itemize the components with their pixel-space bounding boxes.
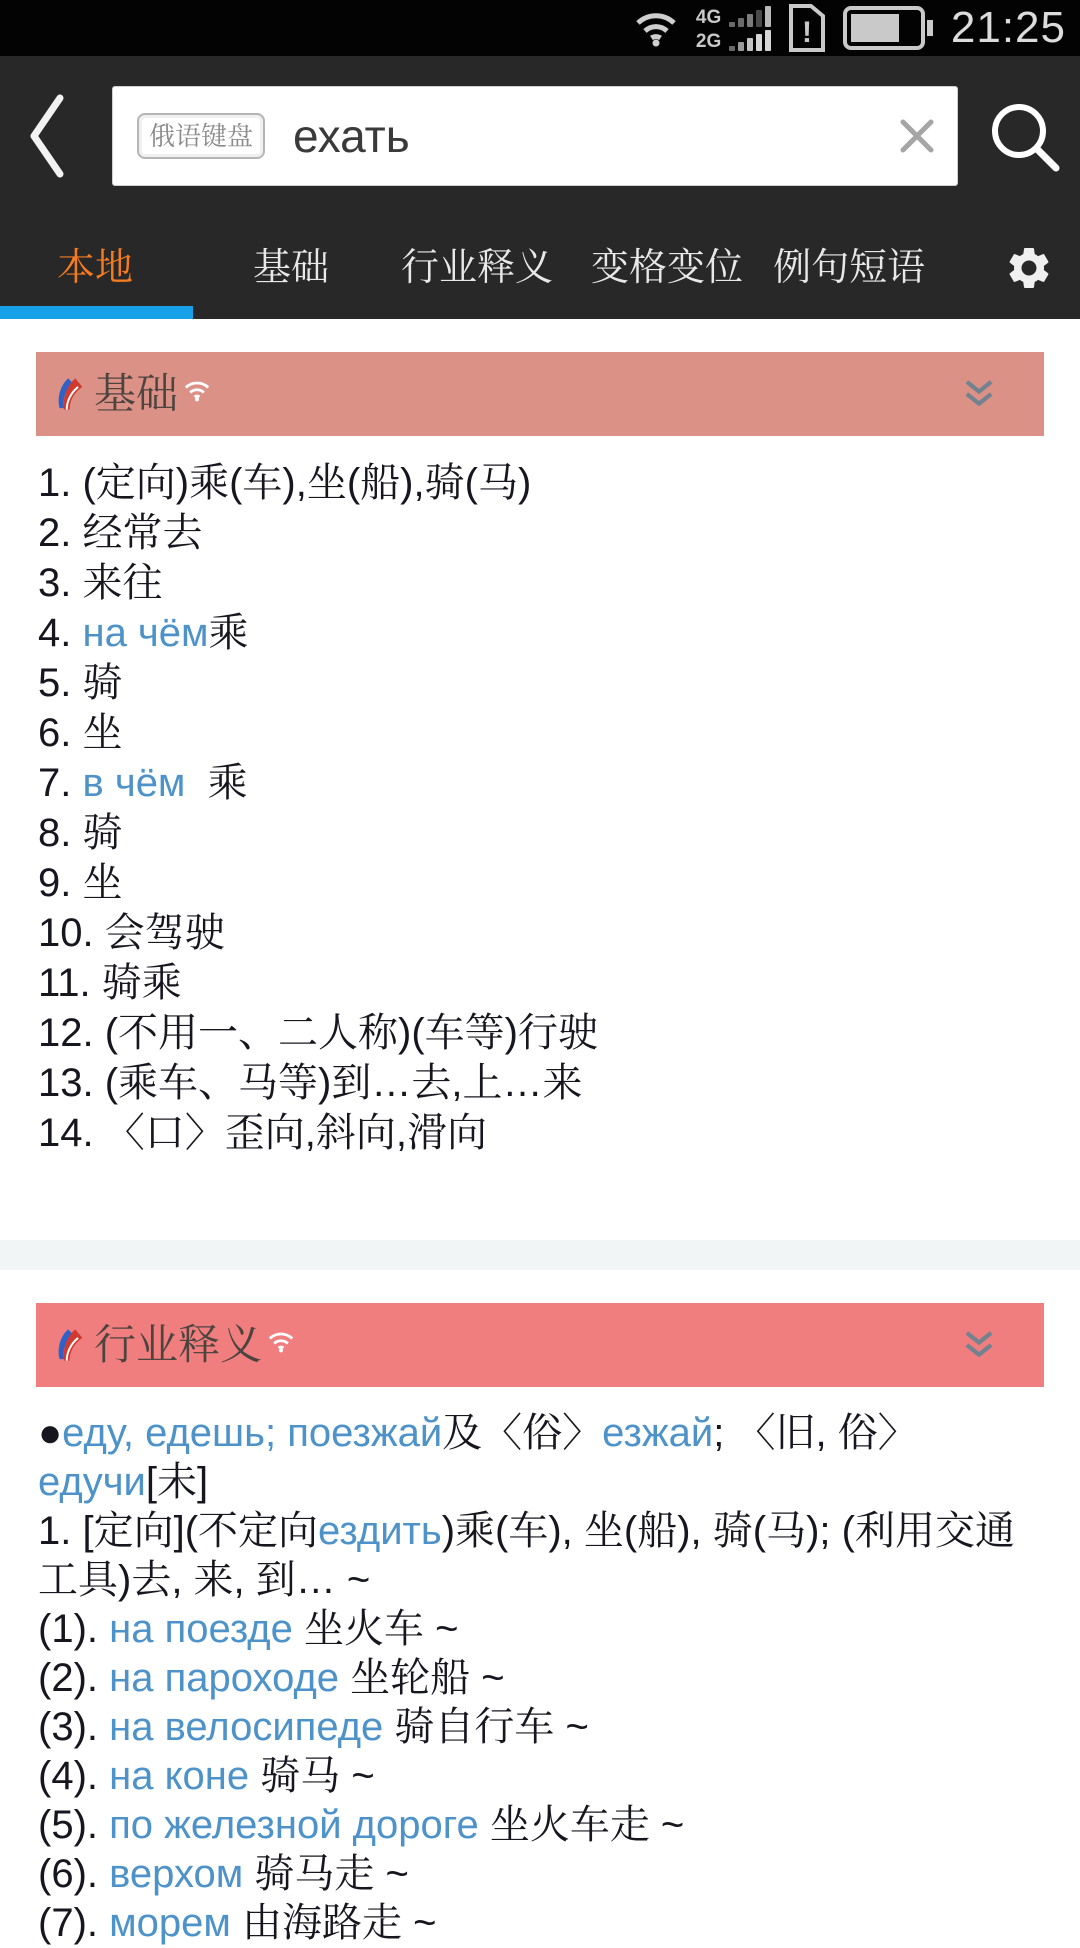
clock: 21:25 bbox=[950, 3, 1066, 52]
industry-definition-list bbox=[38, 1409, 1050, 1948]
definition-line: 9. 坐 bbox=[38, 861, 123, 905]
tab-example-phrases[interactable]: 例句短语 bbox=[773, 246, 926, 289]
definition-line: (5). по железной дороге 坐火车走 ~ bbox=[38, 1803, 685, 1847]
definition-line: 8. 骑 bbox=[38, 811, 123, 855]
tab-bar bbox=[0, 216, 1080, 319]
double-chevron-down-icon bbox=[962, 1329, 996, 1361]
search-input[interactable] bbox=[112, 86, 958, 186]
definition-line: (6). верхом 骑马走 ~ bbox=[38, 1852, 409, 1896]
search-app-bar bbox=[0, 56, 1080, 216]
russian-keyboard-badge[interactable]: 俄语键盘 bbox=[137, 113, 265, 159]
section-industry-title: 行业释义 bbox=[94, 1321, 263, 1368]
definition-line: 5. 骑 bbox=[38, 661, 123, 705]
section-industry-header[interactable] bbox=[36, 1303, 1044, 1387]
battery-icon bbox=[843, 4, 935, 52]
collapse-section-button[interactable] bbox=[962, 1329, 996, 1361]
online-source-wifi-icon bbox=[182, 377, 212, 403]
tab-basic[interactable]: 基础 bbox=[253, 246, 330, 289]
section-basic-title: 基础 bbox=[94, 370, 179, 417]
section-divider bbox=[0, 1240, 1080, 1270]
status-bar bbox=[0, 0, 1080, 56]
chevron-left-icon bbox=[24, 90, 72, 182]
gear-icon bbox=[1004, 243, 1054, 293]
settings-button[interactable] bbox=[1004, 243, 1054, 293]
results-content bbox=[0, 319, 1080, 1948]
definition-line: 3. 来往 bbox=[38, 561, 163, 605]
definition-line: 1. (定向)乘(车),坐(船),骑(马) bbox=[38, 461, 532, 505]
section-industry bbox=[0, 1303, 1080, 1948]
section-basic bbox=[0, 352, 1080, 1158]
definition-line: (7). морем 由海路走 ~ bbox=[38, 1901, 437, 1945]
definition-line: 1. [定向](不定向ездить)乘(车), 坐(船), 骑(马); (利用交通工具)去, 来, 到… ~ bbox=[38, 1509, 1015, 1602]
definition-line: 6. 坐 bbox=[38, 711, 123, 755]
tab-industry-definitions[interactable]: 行业释义 bbox=[401, 246, 554, 289]
clear-search-button[interactable] bbox=[895, 114, 939, 158]
sim-alert-icon bbox=[787, 2, 827, 54]
search-query-text: ехать bbox=[293, 110, 410, 162]
network-4g-label: 4G bbox=[695, 6, 722, 28]
definition-line: 12. (不用一、二人称)(车等)行驶 bbox=[38, 1011, 598, 1055]
collapse-section-button[interactable] bbox=[962, 378, 996, 410]
signal-bars-icon bbox=[696, 6, 771, 51]
network-2g-label: 2G bbox=[695, 30, 722, 52]
online-source-wifi-icon bbox=[266, 1328, 296, 1354]
svg-text:!: ! bbox=[801, 16, 812, 49]
active-tab-underline bbox=[0, 306, 193, 319]
definition-line: (3). на велосипеде 骑自行车 ~ bbox=[38, 1705, 589, 1749]
back-button[interactable] bbox=[24, 90, 72, 187]
dictionary-book-icon bbox=[54, 1324, 88, 1366]
definition-line: 10. 会驾驶 bbox=[38, 911, 225, 955]
tab-local[interactable]: 本地 bbox=[57, 246, 134, 289]
definition-line: 7. в чём 乘 bbox=[38, 761, 248, 805]
section-basic-header[interactable] bbox=[36, 352, 1044, 436]
definition-line: 2. 经常去 bbox=[38, 511, 203, 555]
search-button[interactable] bbox=[986, 98, 1064, 176]
double-chevron-down-icon bbox=[962, 378, 996, 410]
magnifier-icon bbox=[986, 98, 1064, 176]
definition-line: 13. (乘车、马等)到…去,上…来 bbox=[38, 1061, 583, 1105]
wifi-icon bbox=[632, 8, 680, 48]
definition-line: 4. на чём乘 bbox=[38, 611, 249, 655]
definition-line: 14. 〈口〉歪向,斜向,滑向 bbox=[38, 1111, 487, 1155]
dictionary-book-icon bbox=[54, 373, 88, 415]
definition-line: (1). на поезде 坐火车 ~ bbox=[38, 1607, 459, 1651]
basic-definition-list bbox=[38, 458, 1050, 1158]
definition-line: (2). на пароходе 坐轮船 ~ bbox=[38, 1656, 505, 1700]
definition-line: ●еду, едешь; поезжай及〈俗〉езжай; 〈旧, 俗〉едучи[未] bbox=[38, 1411, 918, 1504]
x-icon bbox=[895, 114, 939, 158]
tab-conjugation[interactable]: 变格变位 bbox=[591, 246, 744, 289]
definition-line: (4). на коне 骑马 ~ bbox=[38, 1754, 375, 1798]
definition-line: 11. 骑乘 bbox=[38, 961, 182, 1005]
